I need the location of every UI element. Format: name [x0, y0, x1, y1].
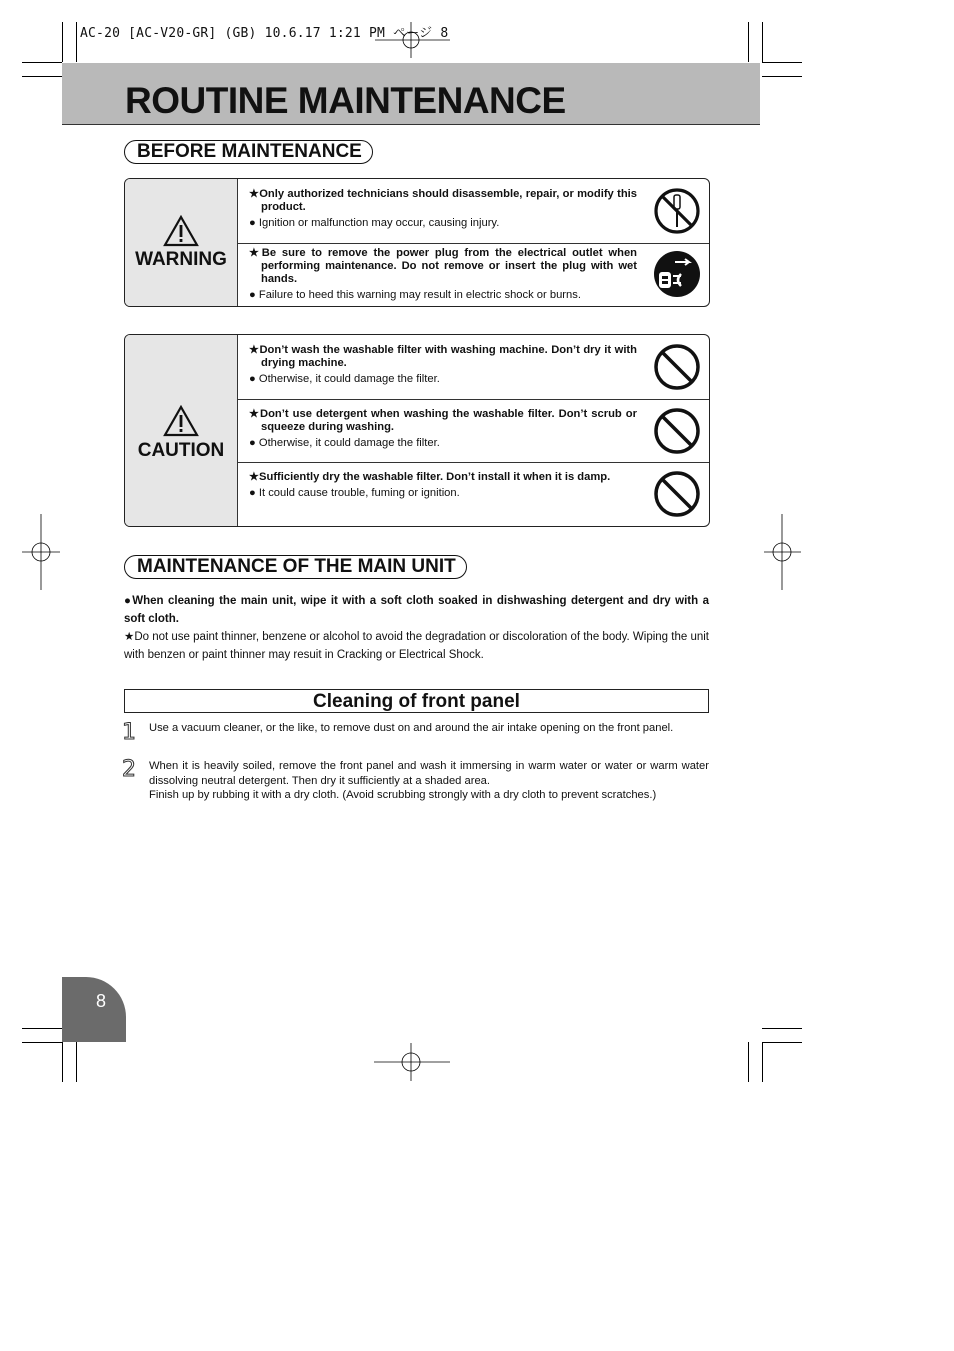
page-number: 8: [96, 991, 107, 1011]
warning-instruction: ★Be sure to remove the power plug from the electrical outlet when performing maintenance. Do not remove or insert the plug with wet hands.: [249, 247, 637, 285]
prohibited-icon: [653, 343, 701, 391]
caution-row: [238, 462, 709, 526]
step-text: When it is heavily soiled, remove the front panel and wash it immersing in warm water or water or warm water dissolving neutral detergent. Then dry it sufficiently at a shaded area.: [149, 760, 709, 787]
caution-instruction: ★Don’t wash the washable filter with washing machine. Don’t dry it with drying machine.: [249, 344, 637, 369]
step-number: 2: [122, 757, 136, 782]
warning-instruction: ★Only authorized technicians should disassemble, repair, or modify this product.: [249, 188, 637, 213]
caution-box: [124, 334, 710, 527]
step-number: 1: [122, 720, 136, 745]
warning-triangle-icon: [163, 215, 199, 247]
caution-row: [238, 335, 709, 400]
warning-consequence: ● Ignition or malfunction may occur, causing injury.: [249, 217, 500, 229]
page-title: ROUTINE MAINTENANCE: [125, 80, 566, 121]
front-panel-heading: Cleaning of front panel: [124, 689, 709, 713]
main-unit-note: ★Do not use paint thinner, benzene or alcohol to avoid the degradation or discoloration of the body. Wiping the unit with benzen or paint thinner may resuit in Cracking or Electrical Shock.: [124, 631, 709, 661]
unplug-icon: [653, 250, 701, 298]
step-text: Finish up by rubbing it with a dry cloth. (Avoid scrubbing strongly with a dry cloth to prevent scratches.): [149, 789, 657, 801]
warning-consequence: ● Failure to heed this warning may result in electric shock or burns.: [249, 289, 581, 301]
caution-instruction: ★Sufficiently dry the washable filter. Don’t install it when it is damp.: [249, 471, 611, 483]
step-text: Use a vacuum cleaner, or the like, to remove dust on and around the air intake opening on the front panel.: [149, 722, 674, 734]
warning-box: [124, 178, 710, 307]
caution-row: [238, 399, 709, 463]
caution-label: CAUTION: [137, 440, 225, 461]
caution-consequence: ● It could cause trouble, fuming or ignition.: [249, 487, 460, 499]
print-slug: AC-20 [AC-V20-GR] (GB) 10.6.17 1:21 PM ページ 8: [80, 26, 449, 41]
no-disassembly-icon: [653, 187, 701, 235]
caution-instruction: ★Don’t use detergent when washing the washable filter. Don’t scrub or squeeze during washing.: [249, 408, 637, 433]
warning-label: WARNING: [135, 249, 227, 270]
warning-row: [238, 243, 709, 306]
prohibited-icon: [653, 470, 701, 518]
before-maintenance-heading: BEFORE MAINTENANCE: [124, 140, 373, 164]
caution-side-panel: [125, 335, 238, 526]
caution-consequence: ● Otherwise, it could damage the filter.: [249, 373, 440, 385]
main-unit-instruction: ●When cleaning the main unit, wipe it with a soft cloth soaked in dishwashing detergent and dry with a soft cloth.: [124, 595, 709, 625]
caution-triangle-icon: [163, 405, 199, 437]
caution-consequence: ● Otherwise, it could damage the filter.: [249, 437, 440, 449]
warning-side-panel: [125, 179, 238, 306]
warning-row: [238, 179, 709, 244]
main-unit-heading: MAINTENANCE OF THE MAIN UNIT: [124, 555, 467, 579]
prohibited-icon: [653, 407, 701, 455]
